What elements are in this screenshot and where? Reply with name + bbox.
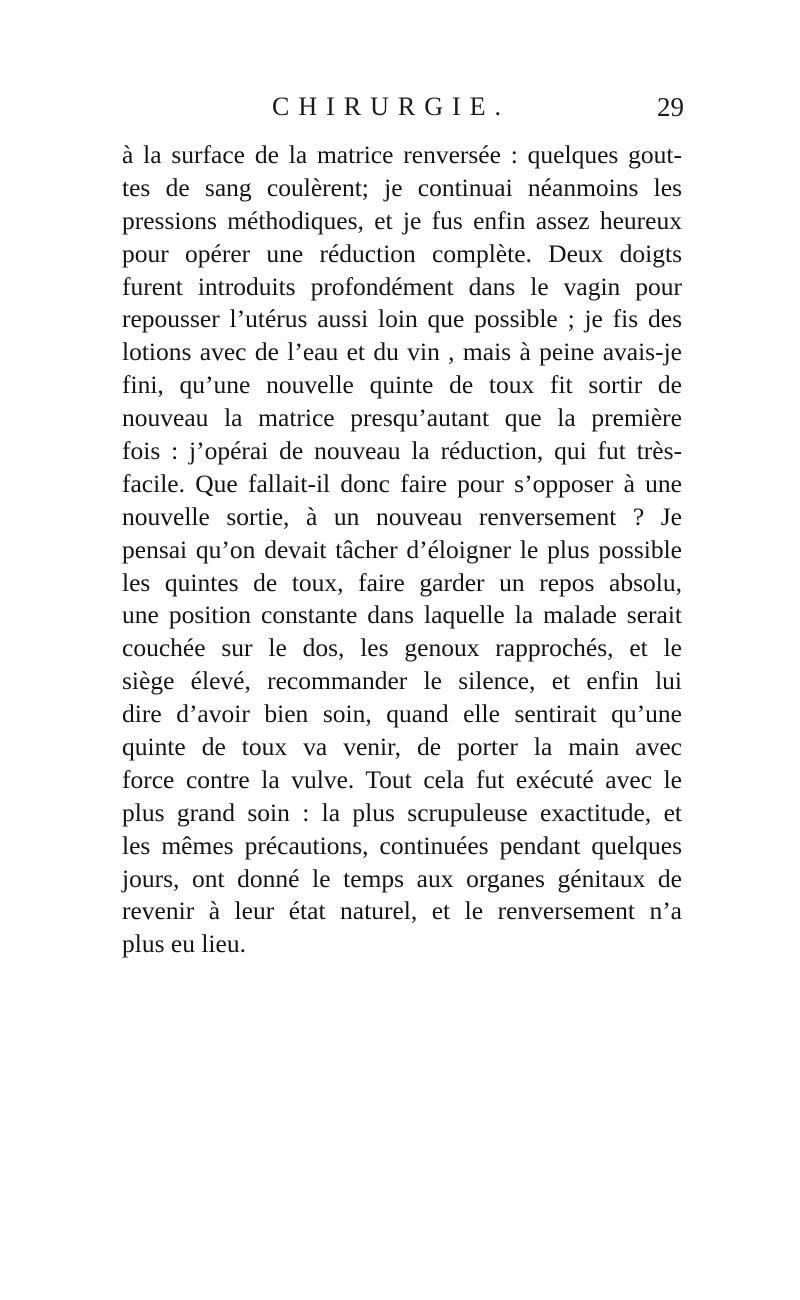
page-number: 29 (657, 92, 684, 122)
text-line: furent introduits profondément dans le vagin pour (122, 271, 682, 301)
text-line: revenir à leur état naturel, et le renversement n’a (122, 896, 682, 926)
text-line: force contre la vulve. Tout cela fut exécuté avec le (122, 764, 682, 794)
text-line: dire d’avoir bien soin, quand elle sentirait qu’une (122, 699, 682, 729)
text-line: pressions méthodiques, et je fus enfin assez heureux (122, 205, 682, 235)
text-line: plus grand soin : la plus scrupuleuse exactitude, et (122, 797, 682, 827)
text-line: pour opérer une réduction complète. Deux doigts (122, 238, 682, 268)
text-line: fini, qu’une nouvelle quinte de toux fit sortir de (122, 370, 682, 400)
text-line: quinte de toux va venir, de porter la main avec (122, 732, 682, 762)
text-line: couchée sur le dos, les genoux rapprochés, et le (122, 633, 682, 663)
text-line: jours, ont donné le temps aux organes génitaux de (122, 863, 682, 893)
text-line: plus eu lieu. (122, 929, 246, 959)
body-text (122, 139, 682, 961)
text-line: nouveau la matrice presqu’autant que la première (122, 403, 682, 433)
text-line: siège élevé, recommander le silence, et enfin lui (122, 666, 682, 696)
text-line: fois : j’opérai de nouveau la réduction, qui fut très- (122, 436, 682, 466)
running-title: CHIRURGIE. (272, 92, 511, 121)
text-line: nouvelle sortie, à un nouveau renversement ? Je (122, 501, 682, 531)
text-line: les mêmes précautions, continuées pendant quelques (122, 830, 682, 860)
text-line: à la surface de la matrice renversée : quelques gout- (122, 140, 682, 169)
text-line: les quintes de toux, faire garder un repos absolu, (122, 567, 682, 597)
text-line: pensai qu’on devait tâcher d’éloigner le plus possible (122, 534, 682, 564)
text-line: lotions avec de l’eau et du vin , mais à peine avais-je (122, 337, 682, 367)
text-line: facile. Que fallait-il donc faire pour s’opposer à une (122, 468, 682, 498)
text-line: repousser l’utérus aussi loin que possible ; je fis des (122, 304, 682, 334)
running-head (122, 92, 684, 132)
text-line: une position constante dans laquelle la malade serait (122, 600, 682, 630)
text-line: tes de sang coulèrent; je continuai néanmoins les (122, 172, 682, 202)
